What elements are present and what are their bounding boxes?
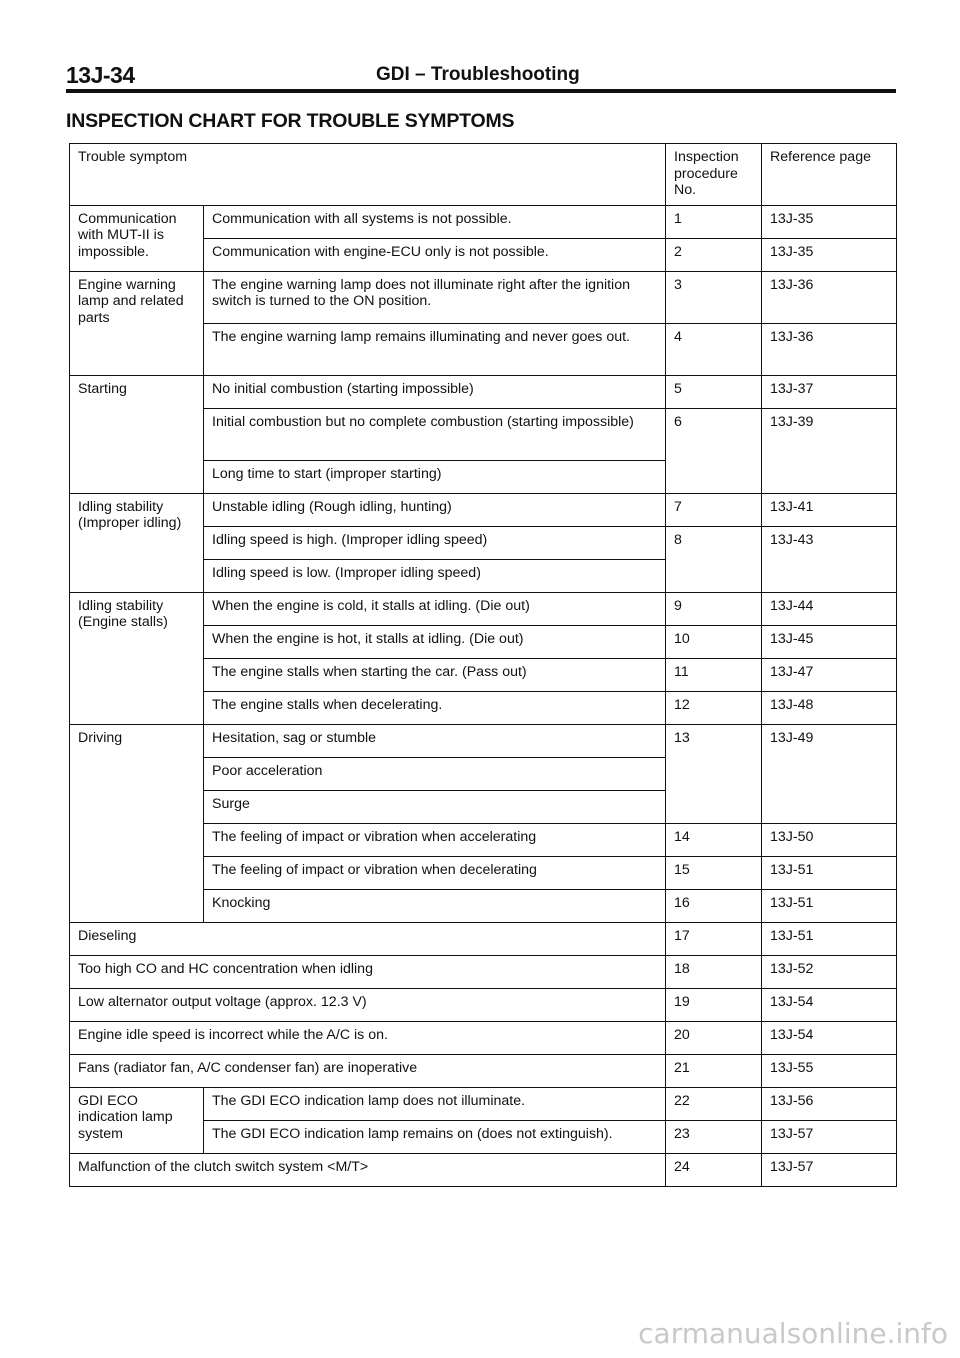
symptom-cell: Initial combustion but no complete combustion (starting impossible) bbox=[204, 408, 666, 460]
reference-page-cell: 13J-35 bbox=[762, 205, 897, 238]
procedure-number-cell: 8 bbox=[666, 526, 762, 592]
symptom-cell: The GDI ECO indication lamp remains on (does not extinguish). bbox=[204, 1120, 666, 1153]
header-reference-page: Reference page bbox=[762, 144, 897, 206]
symptom-cell: No initial combustion (starting impossible) bbox=[204, 375, 666, 408]
procedure-number-cell: 16 bbox=[666, 889, 762, 922]
symptom-cell: Idling speed is high. (Improper idling speed) bbox=[204, 526, 666, 559]
section-title: GDI – Troubleshooting bbox=[376, 64, 580, 85]
procedure-number-cell: 10 bbox=[666, 625, 762, 658]
table-row bbox=[70, 955, 897, 988]
symptom-cell: The GDI ECO indication lamp does not illuminate. bbox=[204, 1087, 666, 1120]
table-row bbox=[70, 922, 897, 955]
procedure-number-cell: 6 bbox=[666, 408, 762, 493]
symptom-cell: Too high CO and HC concentration when idling bbox=[70, 955, 666, 988]
category-cell: Communication with MUT-II is impossible. bbox=[70, 205, 204, 271]
table-row bbox=[70, 724, 897, 757]
procedure-number-cell: 2 bbox=[666, 238, 762, 271]
procedure-number-cell: 3 bbox=[666, 271, 762, 323]
procedure-number-cell: 1 bbox=[666, 205, 762, 238]
symptom-cell: Malfunction of the clutch switch system <M/T> bbox=[70, 1153, 666, 1186]
procedure-number-cell: 12 bbox=[666, 691, 762, 724]
reference-page-cell: 13J-36 bbox=[762, 271, 897, 323]
symptom-cell: When the engine is hot, it stalls at idling. (Die out) bbox=[204, 625, 666, 658]
procedure-number-cell: 15 bbox=[666, 856, 762, 889]
category-cell: Idling stability (Engine stalls) bbox=[70, 592, 204, 724]
procedure-number-cell: 11 bbox=[666, 658, 762, 691]
reference-page-cell: 13J-44 bbox=[762, 592, 897, 625]
category-cell: Engine warning lamp and related parts bbox=[70, 271, 204, 375]
trouble-symptom-table bbox=[69, 143, 897, 1187]
table-row bbox=[70, 592, 897, 625]
procedure-number-cell: 24 bbox=[666, 1153, 762, 1186]
reference-page-cell: 13J-51 bbox=[762, 856, 897, 889]
reference-page-cell: 13J-49 bbox=[762, 724, 897, 823]
procedure-number-cell: 5 bbox=[666, 375, 762, 408]
procedure-number-cell: 20 bbox=[666, 1021, 762, 1054]
page-number: 13J-34 bbox=[66, 62, 135, 88]
table-row bbox=[70, 493, 897, 526]
table-header-row bbox=[70, 144, 897, 206]
reference-page-cell: 13J-51 bbox=[762, 922, 897, 955]
symptom-cell: Poor acceleration bbox=[204, 757, 666, 790]
symptom-cell: The engine warning lamp remains illuminating and never goes out. bbox=[204, 323, 666, 375]
reference-page-cell: 13J-41 bbox=[762, 493, 897, 526]
procedure-number-cell: 18 bbox=[666, 955, 762, 988]
procedure-number-cell: 7 bbox=[666, 493, 762, 526]
table-row bbox=[70, 988, 897, 1021]
reference-page-cell: 13J-51 bbox=[762, 889, 897, 922]
category-cell: Driving bbox=[70, 724, 204, 922]
reference-page-cell: 13J-43 bbox=[762, 526, 897, 592]
reference-page-cell: 13J-35 bbox=[762, 238, 897, 271]
symptom-cell: Hesitation, sag or stumble bbox=[204, 724, 666, 757]
symptom-cell: Communication with engine-ECU only is not possible. bbox=[204, 238, 666, 271]
header-rule bbox=[66, 89, 896, 93]
table-row bbox=[70, 1054, 897, 1087]
category-cell: Idling stability (Improper idling) bbox=[70, 493, 204, 592]
reference-page-cell: 13J-54 bbox=[762, 988, 897, 1021]
table-row bbox=[70, 375, 897, 408]
reference-page-cell: 13J-57 bbox=[762, 1153, 897, 1186]
symptom-cell: When the engine is cold, it stalls at idling. (Die out) bbox=[204, 592, 666, 625]
symptom-cell: Surge bbox=[204, 790, 666, 823]
procedure-number-cell: 19 bbox=[666, 988, 762, 1021]
symptom-cell: The feeling of impact or vibration when accelerating bbox=[204, 823, 666, 856]
symptom-cell: Unstable idling (Rough idling, hunting) bbox=[204, 493, 666, 526]
symptom-cell: Communication with all systems is not possible. bbox=[204, 205, 666, 238]
reference-page-cell: 13J-37 bbox=[762, 375, 897, 408]
procedure-number-cell: 17 bbox=[666, 922, 762, 955]
symptom-cell: Dieseling bbox=[70, 922, 666, 955]
reference-page-cell: 13J-54 bbox=[762, 1021, 897, 1054]
symptom-cell: Engine idle speed is incorrect while the A/C is on. bbox=[70, 1021, 666, 1054]
symptom-cell: Low alternator output voltage (approx. 12.3 V) bbox=[70, 988, 666, 1021]
procedure-number-cell: 13 bbox=[666, 724, 762, 823]
symptom-cell: Fans (radiator fan, A/C condenser fan) are inoperative bbox=[70, 1054, 666, 1087]
category-cell: Starting bbox=[70, 375, 204, 493]
symptom-cell: The feeling of impact or vibration when decelerating bbox=[204, 856, 666, 889]
table-row bbox=[70, 1021, 897, 1054]
reference-page-cell: 13J-48 bbox=[762, 691, 897, 724]
reference-page-cell: 13J-52 bbox=[762, 955, 897, 988]
reference-page-cell: 13J-57 bbox=[762, 1120, 897, 1153]
reference-page-cell: 13J-50 bbox=[762, 823, 897, 856]
table-row bbox=[70, 1153, 897, 1186]
reference-page-cell: 13J-39 bbox=[762, 408, 897, 493]
procedure-number-cell: 23 bbox=[666, 1120, 762, 1153]
procedure-number-cell: 21 bbox=[666, 1054, 762, 1087]
reference-page-cell: 13J-45 bbox=[762, 625, 897, 658]
procedure-number-cell: 22 bbox=[666, 1087, 762, 1120]
symptom-cell: Long time to start (improper starting) bbox=[204, 460, 666, 493]
header-inspection-procedure: Inspection procedure No. bbox=[666, 144, 762, 206]
page-title: INSPECTION CHART FOR TROUBLE SYMPTOMS bbox=[66, 110, 515, 132]
procedure-number-cell: 4 bbox=[666, 323, 762, 375]
reference-page-cell: 13J-36 bbox=[762, 323, 897, 375]
procedure-number-cell: 9 bbox=[666, 592, 762, 625]
reference-page-cell: 13J-56 bbox=[762, 1087, 897, 1120]
table-row bbox=[70, 205, 897, 238]
reference-page-cell: 13J-47 bbox=[762, 658, 897, 691]
symptom-cell: The engine stalls when decelerating. bbox=[204, 691, 666, 724]
table-row bbox=[70, 1087, 897, 1120]
category-cell: GDI ECO indication lamp system bbox=[70, 1087, 204, 1153]
page-header bbox=[66, 58, 896, 92]
watermark: carmanualsonline.info bbox=[638, 1317, 948, 1350]
symptom-cell: The engine stalls when starting the car. (Pass out) bbox=[204, 658, 666, 691]
table-row bbox=[70, 271, 897, 323]
symptom-cell: Knocking bbox=[204, 889, 666, 922]
reference-page-cell: 13J-55 bbox=[762, 1054, 897, 1087]
procedure-number-cell: 14 bbox=[666, 823, 762, 856]
symptom-cell: Idling speed is low. (Improper idling speed) bbox=[204, 559, 666, 592]
header-trouble-symptom: Trouble symptom bbox=[70, 144, 666, 206]
symptom-cell: The engine warning lamp does not illuminate right after the ignition switch is turned to the ON position. bbox=[204, 271, 666, 323]
